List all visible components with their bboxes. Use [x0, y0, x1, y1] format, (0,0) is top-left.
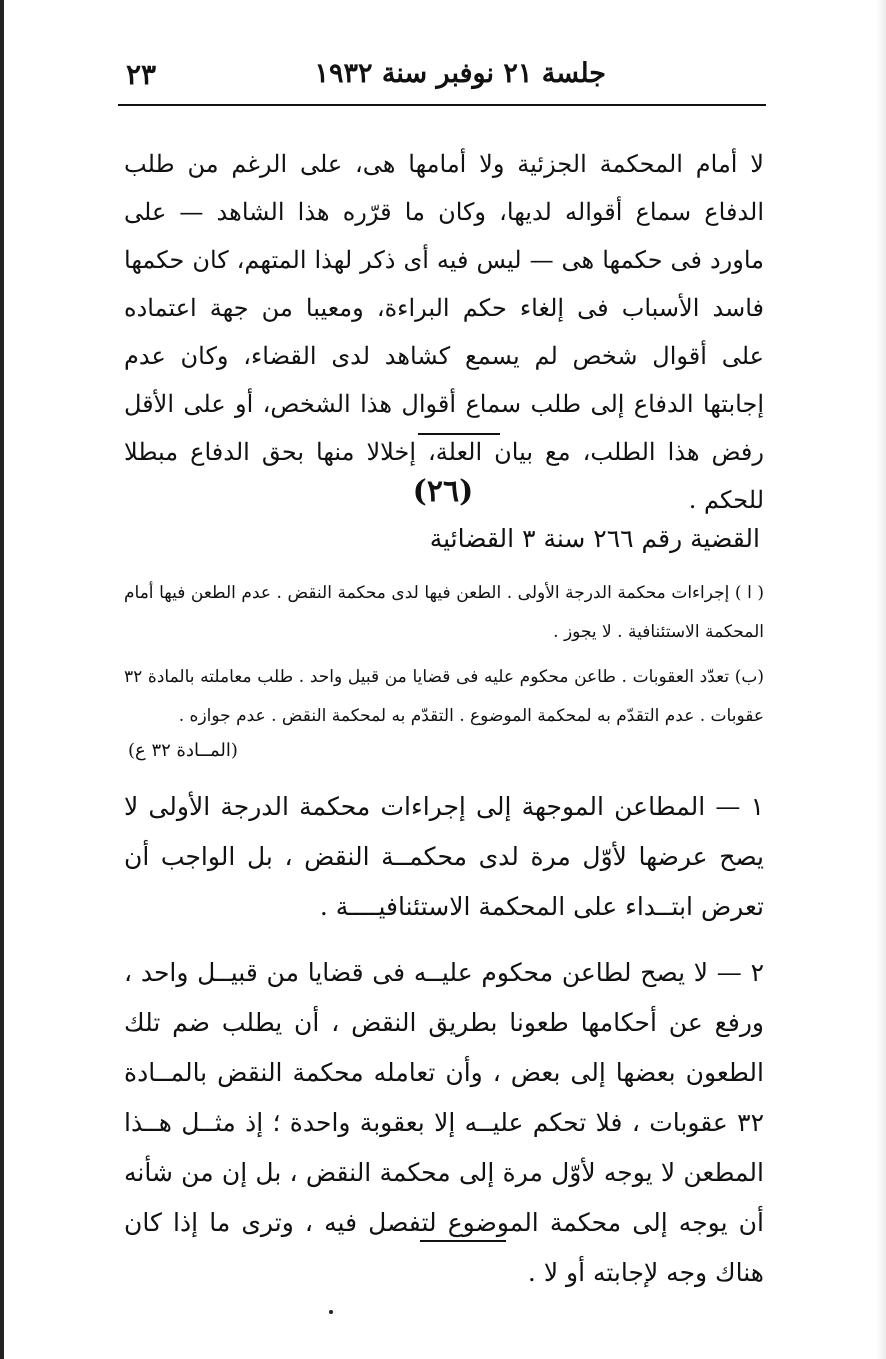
scan-shadow	[876, 0, 886, 1359]
session-title: جلسة ٢١ نوفبر سنة ١٩٣٢	[314, 58, 606, 89]
end-divider	[420, 1240, 506, 1242]
summary-item-b: (ب) تعدّد العقوبات . طاعن محكوم عليه فى قضايا من قبيل واحد . طلب معاملته بالمادة ٣٢ عقوبات . عدم التقدّم به لمحكمة الموضوع . التقدّم به لمحكمة النقض . عدم جوازه .	[124, 667, 764, 726]
page-header	[118, 54, 766, 106]
section-divider	[418, 433, 500, 435]
paragraph-continued: لا أمام المحكمة الجزئية ولا أمامها هى، على الرغم من طلب الدفاع سماع أقواله لديها، وكان ما قرّره هذا الشاهد — على ماورد فى حكمها هى — ليس فيه أى ذكر لهذا المتهم، كان حكمها فاسد الأسباب فى إلغاء حكم البراءة، ومعيبا من جهة اعتماده على أقوال شخص لم يسمع كشاهد لدى القضاء، وكان عدم إجابتها الدفاع إلى طلب سماع أقوال هذا الشخص، أو على الأقل رفض هذا الطلب، مع بيان العلة، إخلالا منها بحق الدفاع مبطلا للحكم .	[124, 150, 764, 514]
principle-paragraph-1: ١ — المطاعن الموجهة إلى إجراءات محكمة الدرجة الأولى لا يصح عرضها لأوّل مرة لدى محكمــة النقض ، بل الواجب أن تعرض ابتــداء على المحكمة الاستئنافيــــة .	[124, 792, 764, 921]
principle-paragraph-2: ٢ — لا يصح لطاعن محكوم عليــه فى قضايا من قبيــل واحد ، ورفع عن أحكامها طعونا بطريق النقض ، أن يطلب ضم تلك الطعون بعضها إلى بعض ، وأن تعامله محكمة النقض بالمــادة ٣٢ عقوبات ، فلا تحكم عليــه إلا بعقوبة واحدة ؛ إذ مثــل هــذا المطعن لا يوجه لأوّل مرة إلى محكمة النقض ، بل إن من شأنه أن يوجه إلى محكمة الموضوع لتفصل فيه ، وترى ما إذا كان هناك وجه لإجابته أو لا .	[124, 958, 764, 1287]
page-edge	[0, 0, 4, 1359]
page-number: ٢٣	[126, 58, 157, 91]
article-reference: (المــادة ٣٢ ع)	[128, 740, 238, 761]
summary-item-a: ( ا ) إجراءات محكمة الدرجة الأولى . الطعن فيها لدى محكمة النقض . عدم الطعن فيها أمام المحكمة الاستئنافية . لا يجوز .	[124, 583, 764, 642]
case-title: القضية رقم ٢٦٦ سنة ٣ القضائية	[429, 524, 760, 553]
scan-speck	[329, 1310, 333, 1314]
case-number: (٢٦)	[412, 474, 474, 509]
